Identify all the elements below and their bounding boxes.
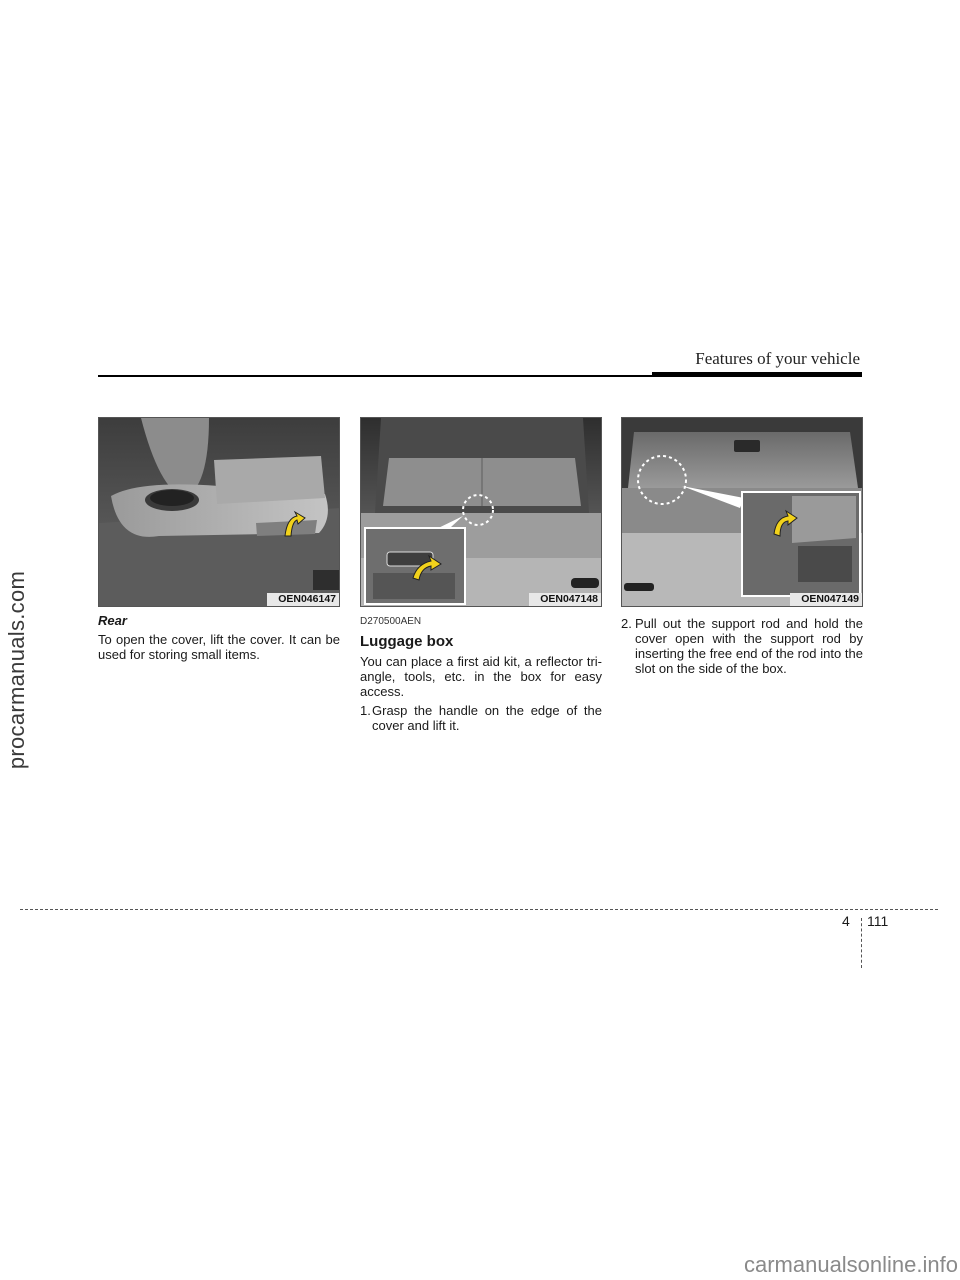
footer-rule [20,909,938,910]
luggage-box-intro: You can place a first aid kit, a reflector tri-angle, tools, etc. in the box for easy access. [360,654,602,699]
column-luggage-box [360,417,602,733]
side-watermark-text: procarmanuals.com [4,570,30,770]
figure-luggage-box [360,417,602,607]
footer-divider [861,918,862,968]
step-1-number: 1. [360,703,371,718]
support-rod-photo [622,418,863,607]
rear-description: To open the cover, lift the cover. It can be used for storing small items. [98,632,340,662]
section-title: Features of your vehicle [695,349,860,368]
step-2-text: Pull out the support rod and hold the cover open with the support rod by inserting the free end of the rod into the slot on the side of the box. [635,616,863,676]
step-1-text: Grasp the handle on the edge of the cover and lift it. [372,703,602,733]
side-watermark [2,560,32,780]
section-code: D270500AEN [360,616,422,627]
chapter-number: 4 [842,913,850,929]
rear-cover-photo [99,418,340,607]
figure-code: OEN047149 [801,593,859,605]
luggage-area-photo [361,418,602,607]
bottom-watermark: carmanualsonline.info [743,1252,958,1277]
step-1 [360,703,602,733]
step-2-number: 2. [621,616,632,631]
figure-rear-cover [98,417,340,607]
figure-support-rod [621,417,863,607]
header-accent-bar [652,372,862,377]
subheading-rear: Rear [98,613,127,628]
step-2 [621,616,863,676]
figure-code: OEN046147 [278,593,336,605]
heading-luggage-box: Luggage box [360,633,454,650]
figure-code: OEN047148 [540,593,598,605]
page-number: 111 [867,913,889,929]
column-support-rod [621,417,863,676]
column-rear [98,417,340,662]
